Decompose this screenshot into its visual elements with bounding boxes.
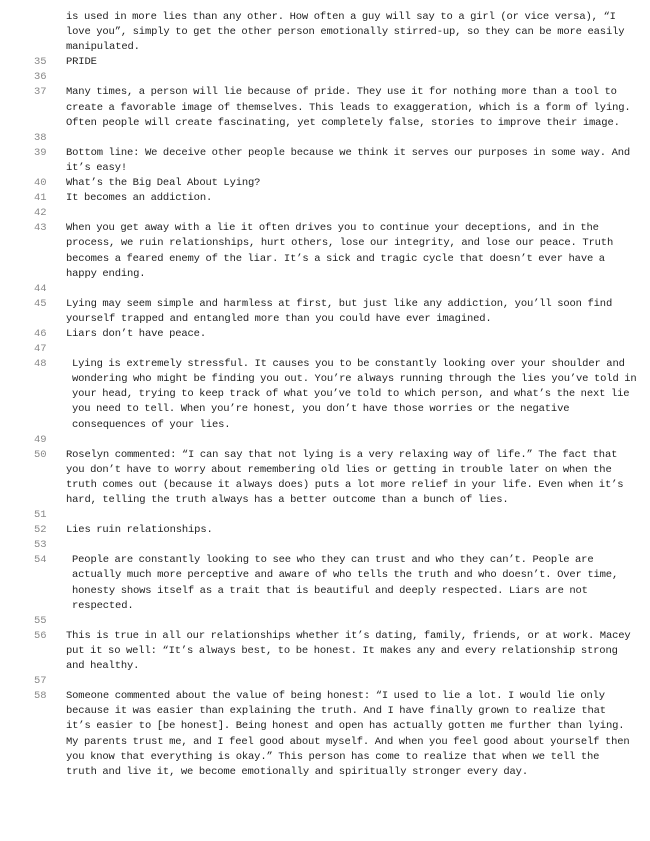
line-text: is used in more lies than any other. How often a guy will say to a girl (or vice versa), “I love you”, simply to get the other person emotionally stirred-up, so they can be more easily manipulated. xyxy=(66,11,625,54)
line-number: 40 xyxy=(34,177,47,190)
line-text xyxy=(66,282,631,297)
line-number: 36 xyxy=(34,71,47,84)
document-line xyxy=(0,689,650,780)
document-line xyxy=(0,523,650,538)
line-text xyxy=(66,206,631,221)
line-text: What’s the Big Deal About Lying? xyxy=(66,177,261,190)
document-line xyxy=(0,538,650,553)
document-line xyxy=(0,297,650,327)
line-number: 53 xyxy=(34,539,47,552)
line-text: Lies ruin relationships. xyxy=(66,524,213,537)
line-text xyxy=(66,342,631,357)
document-line xyxy=(0,448,650,508)
document-line xyxy=(0,342,650,357)
document-line xyxy=(0,508,650,523)
line-text xyxy=(66,433,631,448)
line-text xyxy=(66,614,631,629)
line-text: PRIDE xyxy=(66,56,97,69)
line-number: 41 xyxy=(34,192,47,205)
line-number: 43 xyxy=(34,222,47,235)
line-text: It becomes an addiction. xyxy=(66,192,213,205)
line-number: 46 xyxy=(34,327,47,340)
line-number: 55 xyxy=(34,614,47,627)
line-number: 54 xyxy=(34,554,47,567)
line-number: 56 xyxy=(34,629,47,642)
line-text: Lying is extremely stressful. It causes you to be constantly looking over your shoulder and wondering who might be finding you out. You’re always running through the lies you’ve told in your head, trying to keep track of what you’ve told to which person, and what’s the next lie you need to tell. When you’re honest, you don’t have those worries or the negative consequences of your lies. xyxy=(72,358,637,431)
document-line xyxy=(0,131,650,146)
document-body xyxy=(0,10,650,780)
document-line xyxy=(0,629,650,674)
document-line xyxy=(0,614,650,629)
line-text: Someone commented about the value of being honest: “I used to lie a lot. I would lie only because it was easier than explaining the truth. And I have finally grown to realize that it’s easier to [be honest]. Being honest and open has actually gotten me further than lying. My parents trust me, and I feel good about myself. And when you feel good about yourself then you know that everything is okay.” This person has come to realize that when we tell the truth and live it, we become emotionally and spiritually stronger every day. xyxy=(66,690,630,778)
line-number: 44 xyxy=(34,282,47,295)
document-line xyxy=(0,221,650,281)
line-text xyxy=(66,508,631,523)
line-text: People are constantly looking to see who they can trust and who they can’t. People are actually much more perceptive and aware of who tells the truth and who doesn’t. Over time, honesty shows itself as a trait that is beautiful and deeply respected. Liars are not respected. xyxy=(72,554,619,612)
document-line xyxy=(0,85,650,130)
document-line xyxy=(0,70,650,85)
document-line xyxy=(0,553,650,613)
document-line xyxy=(0,10,650,55)
line-text xyxy=(66,131,631,146)
line-text: Lying may seem simple and harmless at first, but just like any addiction, you’ll soon find yourself trapped and entangled more than you could have ever imagined. xyxy=(66,297,613,325)
line-number: 58 xyxy=(34,690,47,703)
document-line xyxy=(0,55,650,70)
line-text: Bottom line: We deceive other people because we think it serves our purposes in some way. And it’s easy! xyxy=(66,146,631,174)
line-number: 50 xyxy=(34,448,47,461)
line-text: Many times, a person will lie because of pride. They use it for nothing more than a tool to create a favorable image of themselves. This leads to exaggeration, which is a form of lying. Often people will create fascinating, yet completely false, stories to improve their image. xyxy=(66,86,631,129)
line-number: 45 xyxy=(34,297,47,310)
line-number: 39 xyxy=(34,146,47,159)
document-line xyxy=(0,674,650,689)
line-number: 47 xyxy=(34,343,47,356)
document-line xyxy=(0,282,650,297)
document-line xyxy=(0,146,650,176)
line-text xyxy=(66,674,631,689)
document-line xyxy=(0,176,650,191)
line-text: When you get away with a lie it often drives you to continue your deceptions, and in the process, we ruin relationships, hurt others, lose our integrity, and lose our peace. Truth becomes a feared enemy of the liar. It’s a sick and tragic cycle that doesn’t ever have a happy ending. xyxy=(66,222,614,280)
line-number: 57 xyxy=(34,675,47,688)
document-line xyxy=(0,191,650,206)
document-line xyxy=(0,357,650,432)
document-line xyxy=(0,433,650,448)
line-number: 52 xyxy=(34,524,47,537)
line-number: 42 xyxy=(34,207,47,220)
line-number: 49 xyxy=(34,433,47,446)
line-number: 37 xyxy=(34,86,47,99)
line-number: 51 xyxy=(34,509,47,522)
line-number: 48 xyxy=(34,358,47,371)
line-number xyxy=(0,10,66,25)
line-text: Liars don’t have peace. xyxy=(66,327,206,340)
line-text: Roselyn commented: “I can say that not lying is a very relaxing way of life.” The fact that you don’t have to worry about remembering old lies or getting in trouble later on when the truth comes out (because it always does) puts a lot more relief in your life. Even when it’s hard, telling the truth always has a better outcome than a bunch of lies. xyxy=(66,448,624,506)
line-text xyxy=(66,70,631,85)
line-text: This is true in all our relationships whether it’s dating, family, friends, or at work. Macey put it so well: “It’s always best, to be honest. It makes any and every relationship strong and healthy. xyxy=(66,629,631,673)
document-line xyxy=(0,206,650,221)
line-text xyxy=(66,538,631,553)
line-number: 38 xyxy=(34,131,47,144)
document-line xyxy=(0,327,650,342)
line-number: 35 xyxy=(34,56,47,69)
